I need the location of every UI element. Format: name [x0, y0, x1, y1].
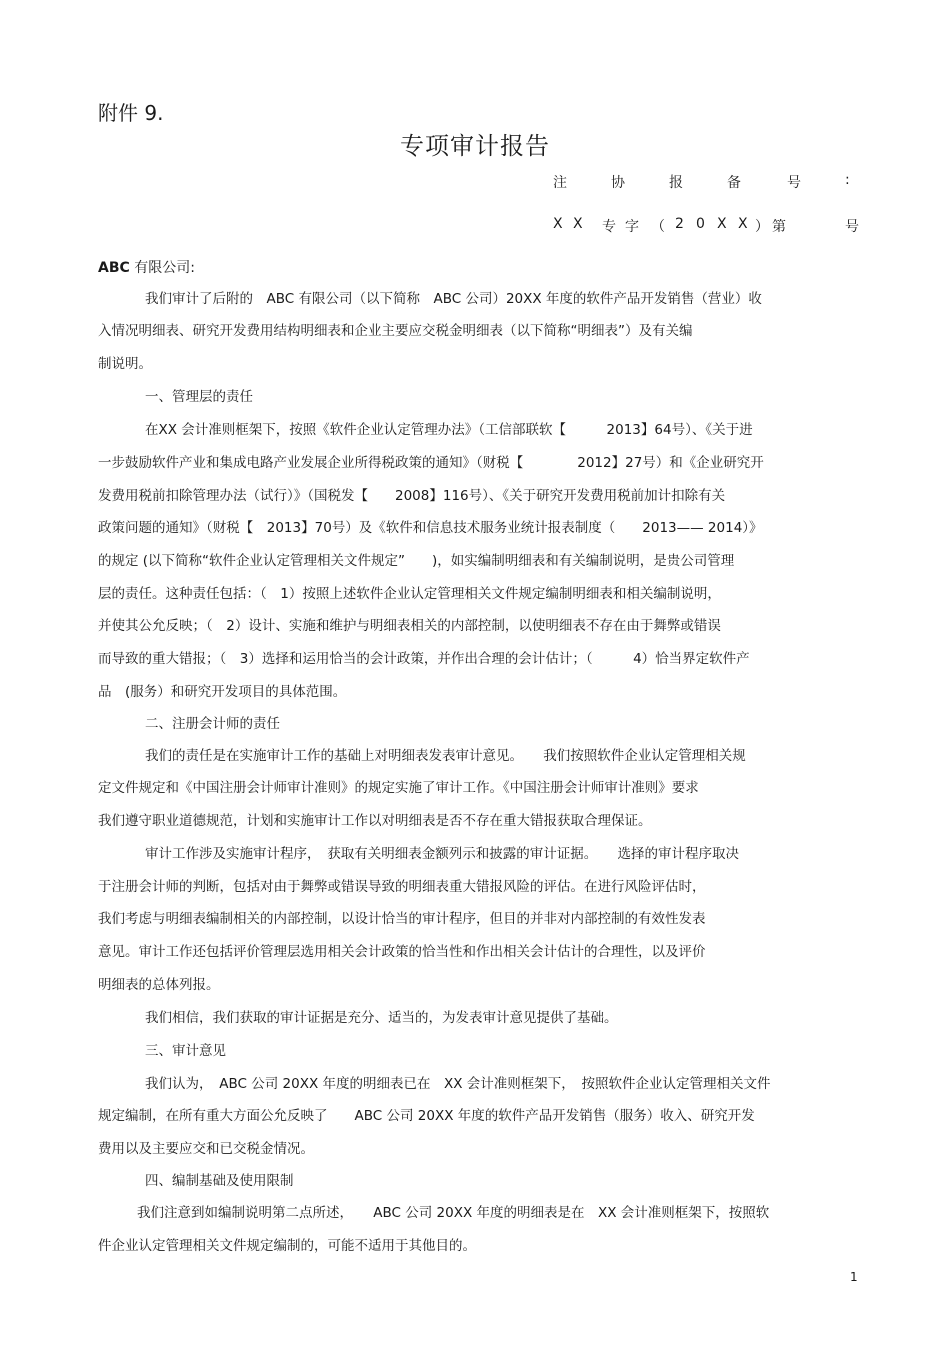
body-line: 我们注意到如编制说明第二点所述， ABC 公司 20XX 年度的明细表是在 XX 会计准则框架下，按照软 — [137, 1205, 770, 1221]
section-heading: 四、编制基础及使用限制 — [145, 1173, 294, 1189]
section-heading: 三、审计意见 — [145, 1043, 226, 1059]
body-line: 我们遵守职业道德规范，计划和实施审计工作以对明细表是否不存在重大错报获取合理保证。 — [98, 813, 652, 829]
ref-part-11: 第 — [772, 219, 786, 235]
ref-part-1: X — [553, 216, 563, 232]
body-line: 制说明。 — [98, 356, 152, 372]
body-line: 发费用税前扣除管理办法（试行）》（国税发【 2008】116号）、《关于研究开发费用税前加计扣除有关 — [98, 488, 726, 504]
body-line: 我们相信，我们获取的审计证据是充分、适当的，为发表审计意见提供了基础。 — [145, 1010, 618, 1026]
reg-char-2: 协 — [611, 175, 625, 191]
reg-char-3: 报 — [669, 175, 683, 191]
body-line: 费用以及主要应交和已交税金情况。 — [98, 1141, 314, 1157]
page-number: 1 — [850, 1270, 858, 1284]
ref-part-4: 字 — [625, 219, 639, 235]
body-line: 明细表的总体列报。 — [98, 977, 220, 993]
body-line: 在XX 会计准则框架下，按照《软件企业认定管理办法》（工信部联软【 2013】64号）、《关于进 — [145, 422, 753, 438]
body-line: 一步鼓励软件产业和集成电路产业发展企业所得税政策的通知》（财税【 2012】27号）和《企业研究开 — [98, 455, 764, 471]
section-heading: 二、注册会计师的责任 — [145, 716, 280, 732]
body-line: 我们审计了后附的 ABC 有限公司（以下简称 ABC 公司）20XX 年度的软件产品开发销售（营业）收 — [145, 291, 762, 307]
body-line: 的规定 (以下简称“软件企业认定管理相关文件规定” )，如实编制明细表和有关编制说明，是贵公司管理 — [98, 553, 735, 569]
body-line: 定文件规定和《中国注册会计师审计准则》的规定实施了审计工作。《中国注册会计师审计准则》要求 — [98, 780, 699, 796]
body-line: 我们考虑与明细表编制相关的内部控制，以设计恰当的审计程序，但目的并非对内部控制的有效性发表 — [98, 911, 706, 927]
ref-part-6: 2 — [675, 216, 684, 232]
ref-part-10: ） — [755, 219, 769, 235]
body-line: 品 (服务）和研究开发项目的具体范围。 — [98, 684, 347, 700]
section-heading: 一、管理层的责任 — [145, 389, 253, 405]
body-line: 规定编制，在所有重大方面公允反映了 ABC 公司 20XX 年度的软件产品开发销售（服务）收入、研究开发 — [98, 1108, 755, 1124]
body-line: 意见。审计工作还包括评价管理层选用相关会计政策的恰当性和作出相关会计估计的合理性，以及评价 — [98, 944, 706, 960]
ref-part-5: （ — [651, 219, 665, 235]
ref-part-2: X — [573, 216, 583, 232]
body-line: 政策问题的通知》（财税【 2013】70号）及《软件和信息技术服务业统计报表制度（ 2013—— 2014）》 — [98, 520, 763, 536]
attachment-label: 附件 9. — [98, 101, 164, 125]
body-line: 我们认为， ABC 公司 20XX 年度的明细表已在 XX 会计准则框架下， 按照软件企业认定管理相关文件 — [145, 1076, 771, 1092]
body-line: 而导致的重大错报；（ 3）选择和运用恰当的会计政策，并作出合理的会计估计；（ 4）恰当界定软件产 — [98, 651, 750, 667]
ref-part-9: X — [738, 216, 748, 232]
body-line: 我们的责任是在实施审计工作的基础上对明细表发表审计意见。 我们按照软件企业认定管理相关规 — [145, 748, 746, 764]
reg-char-4: 备 — [727, 175, 741, 191]
body-line: 并使其公允反映；（ 2）设计、实施和维护与明细表相关的内部控制，以使明细表不存在由于舞弊或错误 — [98, 618, 721, 634]
addressee — [98, 257, 195, 277]
ref-part-7: 0 — [696, 216, 705, 232]
ref-part-12: 号 — [845, 219, 859, 235]
addressee-company: ABC — [98, 260, 130, 276]
page-title: 专项审计报告 — [400, 132, 550, 160]
reg-char-6: : — [845, 172, 850, 188]
ref-part-8: X — [717, 216, 727, 232]
body-line: 入情况明细表、研究开发费用结构明细表和企业主要应交税金明细表（以下简称“明细表”）及有关编 — [98, 323, 693, 339]
reg-char-1: 注 — [553, 175, 567, 191]
body-line: 审计工作涉及实施审计程序， 获取有关明细表金额列示和披露的审计证据。 选择的审计程序取决 — [145, 846, 739, 862]
ref-part-3: 专 — [602, 219, 616, 235]
reg-char-5: 号 — [787, 175, 801, 191]
addressee-suffix: 有限公司: — [129, 260, 195, 276]
body-line: 件企业认定管理相关文件规定编制的，可能不适用于其他目的。 — [98, 1238, 476, 1254]
body-line: 层的责任。这种责任包括：（ 1）按照上述软件企业认定管理相关文件规定编制明细表和相关编制说明， — [98, 586, 721, 602]
body-line: 于注册会计师的判断，包括对由于舞弊或错误导致的明细表重大错报风险的评估。在进行风险评估时， — [98, 879, 706, 895]
